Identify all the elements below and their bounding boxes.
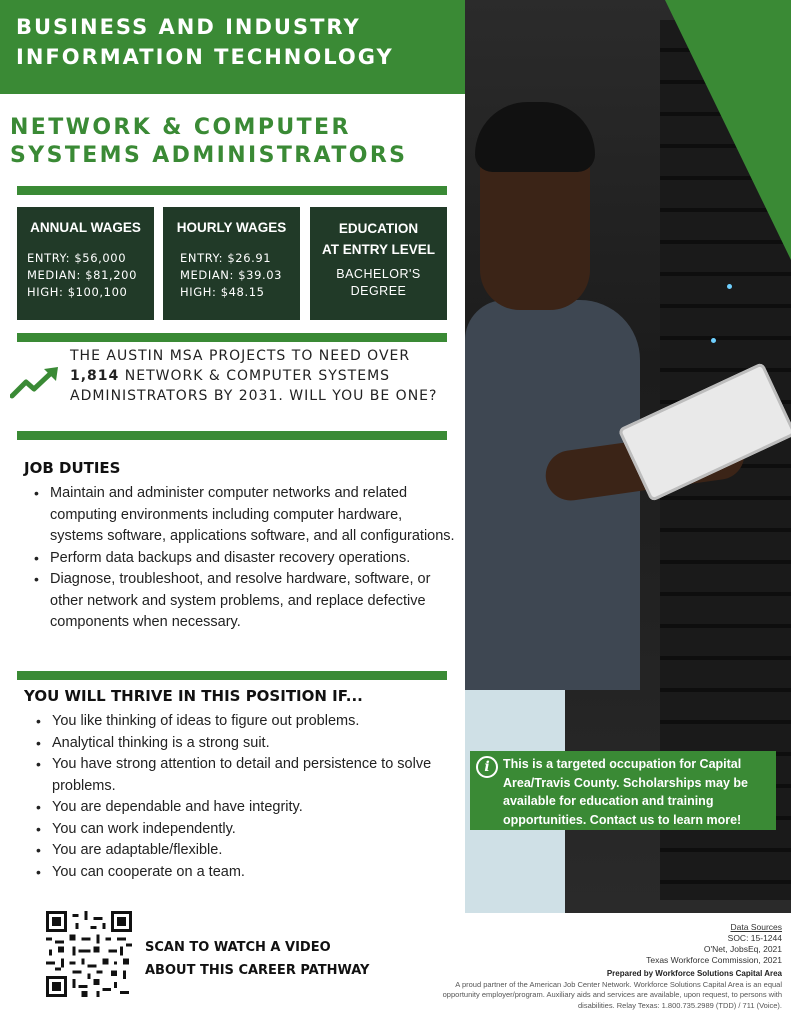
divider (17, 186, 447, 195)
trend-up-arrow-icon (10, 366, 60, 400)
list-item: • Analytical thinking is a strong suit. (30, 733, 450, 755)
rack-led (727, 284, 732, 289)
prepared-by: Prepared by Workforce Solutions Capital Area (606, 969, 782, 978)
qr-code[interactable] (46, 911, 132, 997)
list-item: • You like thinking of ideas to figure out problems. (30, 711, 450, 733)
targeted-occupation-text: This is a targeted occupation for Capital Area/Travis County. Scholarships may be available for education and training opportunities. Contact us to learn more! (503, 757, 748, 827)
education-heading-line-2: AT ENTRY LEVEL (321, 242, 435, 257)
divider (17, 671, 447, 680)
projection-suffix: NETWORK & COMPUTER SYSTEMS ADMINISTRATORS BY 2031. WILL YOU BE ONE? (70, 368, 438, 404)
data-sources (646, 922, 782, 966)
header-band (0, 0, 465, 94)
education-box (310, 207, 447, 320)
hourly-wages-box (163, 207, 300, 320)
targeted-occupation-note (470, 751, 776, 830)
scan-line-2: ABOUT THIS CAREER PATHWAY (145, 963, 370, 978)
thrive-list (30, 711, 450, 883)
job-duties-list (28, 483, 456, 634)
hourly-wages-values (163, 250, 300, 301)
annual-median: MEDIAN: $81,200 (27, 268, 137, 282)
projection-number: 1,814 (70, 368, 120, 384)
list-item: • Maintain and administer computer networks and related computing environments including computer hardware, systems software, applications software, and all configurations. (28, 483, 456, 548)
scan-callout (145, 936, 369, 982)
divider (17, 333, 447, 342)
footer (432, 969, 782, 1011)
scan-line-1: SCAN TO WATCH A VIDEO (145, 940, 331, 955)
education-heading (310, 218, 447, 260)
page-title (10, 114, 407, 170)
source-onet: O'Net, JobsEq, 2021 (703, 944, 782, 954)
projection-statement (70, 346, 445, 406)
source-soc: SOC: 15-1244 (727, 933, 782, 943)
header-line-2: INFORMATION TECHNOLOGY (16, 45, 394, 69)
annual-wages-heading: ANNUAL WAGES (30, 220, 141, 235)
hourly-median: MEDIAN: $39.03 (180, 268, 283, 282)
person-shirt (465, 300, 640, 690)
education-value-line-2: DEGREE (350, 284, 407, 298)
list-item: • You have strong attention to detail and persistence to solve problems. (30, 754, 450, 797)
rack-led (711, 338, 716, 343)
job-duties-heading: JOB DUTIES (24, 459, 121, 477)
annual-wages-box (17, 207, 154, 320)
education-value-line-1: BACHELOR'S (336, 267, 421, 281)
list-item: • Diagnose, troubleshoot, and resolve hardware, software, or other network and system problems, and replace defective components when necessary. (28, 569, 456, 634)
hourly-wages-heading: HOURLY WAGES (176, 220, 287, 235)
education-value (310, 266, 447, 300)
title-line-1: NETWORK & COMPUTER (10, 115, 351, 140)
hourly-entry: ENTRY: $26.91 (180, 251, 272, 265)
hourly-high: HIGH: $48.15 (180, 285, 265, 299)
title-line-2: SYSTEMS ADMINISTRATORS (10, 143, 408, 168)
header-title (16, 12, 394, 72)
annual-wages-values (17, 250, 154, 301)
data-sources-title: Data Sources (730, 922, 782, 932)
list-item: • You can work independently. (30, 819, 450, 841)
footer-disclaimer: A proud partner of the American Job Center Network. Workforce Solutions Capital Area is an equal opportunity employer/program. Auxiliary aids and services are available, upon request, to persons with disabilities. Relay Texas: 1.800.735.2989 (TDD) / 711 (Voice). (442, 979, 782, 1010)
annual-high: HIGH: $100,100 (27, 285, 128, 299)
divider (17, 431, 447, 440)
projection-prefix: THE AUSTIN MSA PROJECTS TO NEED OVER (70, 348, 411, 364)
person-hair (475, 102, 595, 172)
info-icon: i (476, 756, 498, 778)
list-item: • You can cooperate on a team. (30, 862, 450, 884)
education-heading-line-1: EDUCATION (338, 221, 419, 236)
thrive-heading: YOU WILL THRIVE IN THIS POSITION IF... (24, 687, 363, 705)
source-twc: Texas Workforce Commission, 2021 (646, 955, 782, 965)
header-line-1: BUSINESS AND INDUSTRY (16, 15, 361, 39)
list-item: • You are dependable and have integrity. (30, 797, 450, 819)
list-item: • Perform data backups and disaster recovery operations. (28, 548, 456, 570)
annual-entry: ENTRY: $56,000 (27, 251, 127, 265)
list-item: • You are adaptable/flexible. (30, 840, 450, 862)
